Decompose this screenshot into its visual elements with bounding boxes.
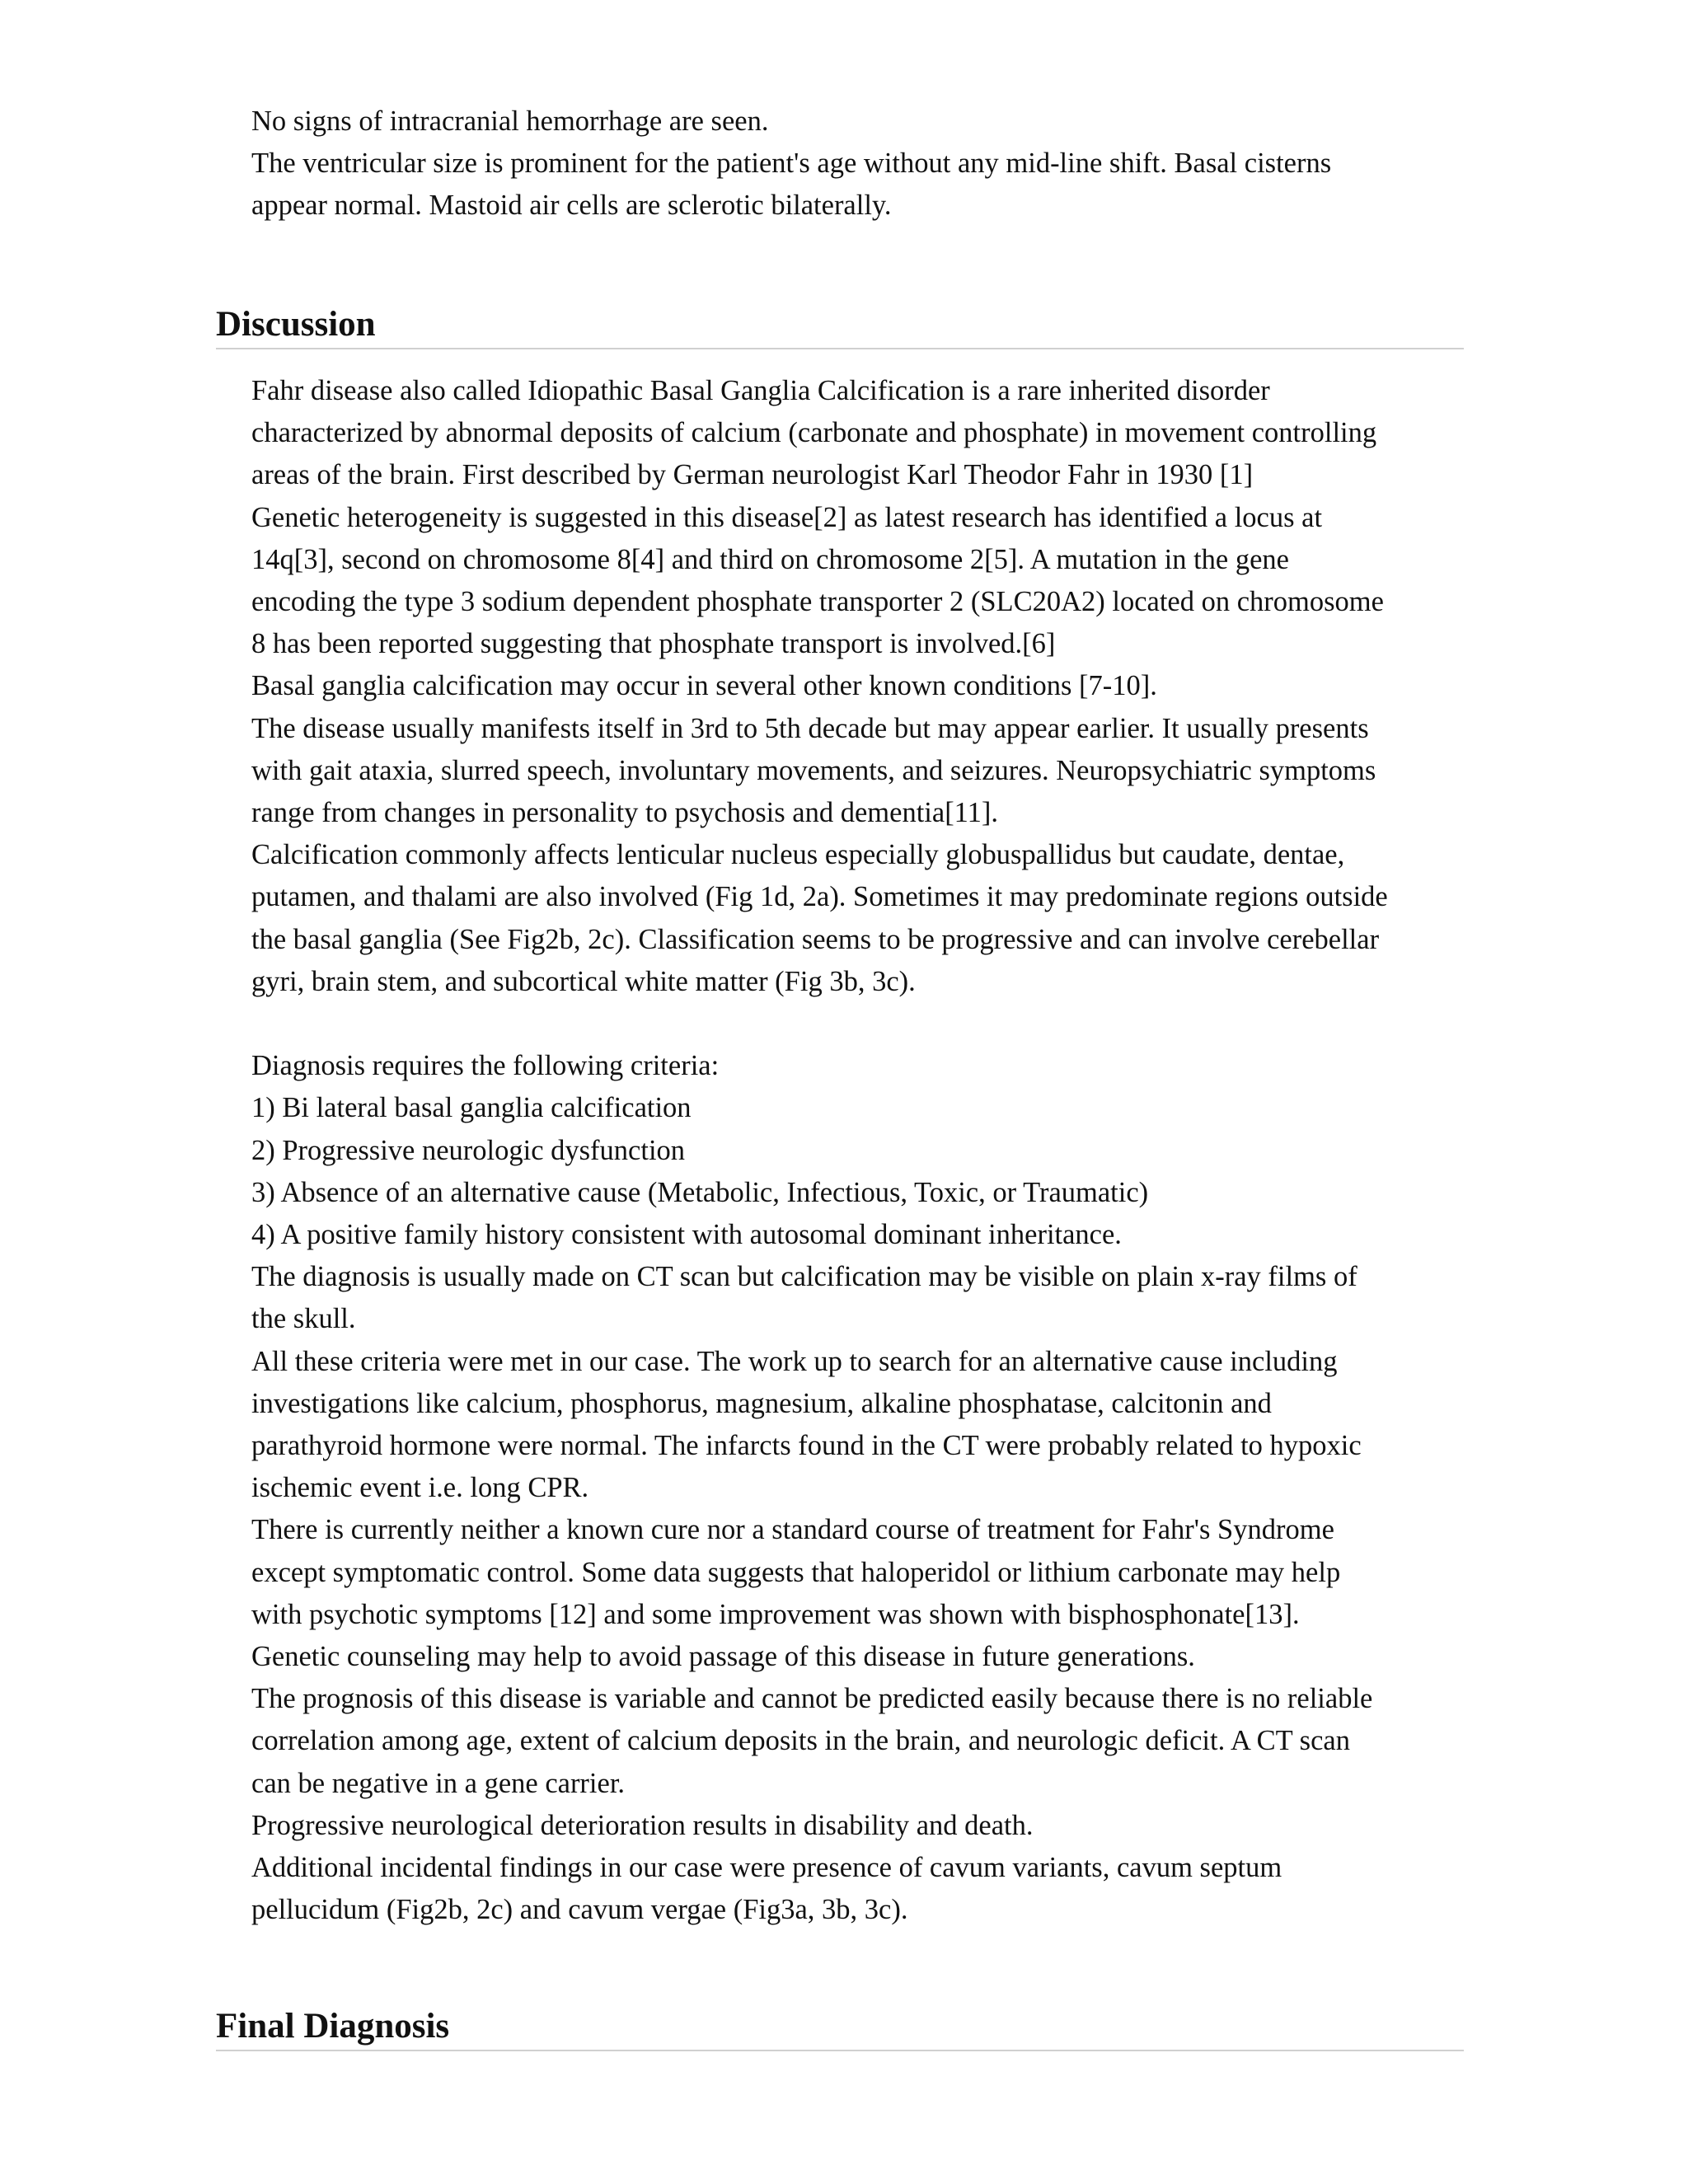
text-line: Genetic heterogeneity is suggested in this disease[2] as latest research has identified a locus at bbox=[251, 501, 1323, 533]
text-line: 14q[3], second on chromosome 8[4] and third on chromosome 2[5]. A mutation in the gene bbox=[251, 543, 1289, 575]
text-line: Progressive neurological deterioration results in disability and death. bbox=[251, 1809, 1034, 1841]
text-line: can be negative in a gene carrier. bbox=[251, 1767, 626, 1799]
findings-paragraph bbox=[251, 101, 1471, 227]
text-line: with gait ataxia, slurred speech, involuntary movements, and seizures. Neuropsychiatric symptoms bbox=[251, 754, 1376, 786]
text-line: parathyroid hormone were normal. The infarcts found in the CT were probably related to hypoxic bbox=[251, 1430, 1362, 1462]
criteria-intro: Diagnosis requires the following criteria: bbox=[251, 1050, 720, 1082]
text-line: The disease usually manifests itself in 3rd to 5th decade but may appear earlier. It usually presents bbox=[251, 712, 1369, 744]
text-line: correlation among age, extent of calcium deposits in the brain, and neurologic deficit. A CT scan bbox=[251, 1725, 1350, 1757]
criteria-item: 1) Bi lateral basal ganglia calcification bbox=[251, 1092, 692, 1124]
text-line: Fahr disease also called Idiopathic Basal Ganglia Calcification is a rare inherited disorder bbox=[251, 375, 1270, 406]
text-line: The prognosis of this disease is variable and cannot be predicted easily because there is no reliable bbox=[251, 1683, 1373, 1715]
section-heading-final-diagnosis: Final Diagnosis bbox=[216, 2004, 1464, 2051]
text-line: The ventricular size is prominent for the patient's age without any mid-line shift. Basal cisterns bbox=[251, 148, 1332, 180]
text-line: Additional incidental findings in our case were presence of cavum variants, cavum septum bbox=[251, 1852, 1282, 1884]
text-line: There is currently neither a known cure nor a standard course of treatment for Fahr's Syndrome bbox=[251, 1514, 1334, 1546]
text-line: Genetic counseling may help to avoid passage of this disease in future generations. bbox=[251, 1641, 1195, 1673]
text-line: The diagnosis is usually made on CT scan but calcification may be visible on plain x-ray films of bbox=[251, 1261, 1357, 1293]
text-line: with psychotic symptoms [12] and some improvement was shown with bisphosphonate[13]. bbox=[251, 1598, 1300, 1630]
text-line: Calcification commonly affects lenticular nucleus especially globuspallidus but caudate, dentae, bbox=[251, 839, 1345, 871]
text-line: encoding the type 3 sodium dependent phosphate transporter 2 (SLC20A2) located on chromosome bbox=[251, 586, 1384, 618]
criteria-item: 2) Progressive neurologic dysfunction bbox=[251, 1134, 686, 1166]
text-line: the skull. bbox=[251, 1303, 356, 1335]
text-line: 8 has been reported suggesting that phosphate transport is involved.[6] bbox=[251, 628, 1056, 660]
text-line: gyri, brain stem, and subcortical white matter (Fig 3b, 3c). bbox=[251, 965, 916, 997]
section-heading-discussion: Discussion bbox=[216, 302, 1464, 349]
text-line: the basal ganglia (See Fig2b, 2c). Classification seems to be progressive and can involve cerebellar bbox=[251, 923, 1380, 955]
text-line: characterized by abnormal deposits of calcium (carbonate and phosphate) in movement controlling bbox=[251, 417, 1377, 449]
text-line: investigations like calcium, phosphorus, magnesium, alkaline phosphatase, calcitonin and bbox=[251, 1387, 1272, 1419]
text-line: No signs of intracranial hemorrhage are seen. bbox=[251, 105, 769, 137]
criteria-item: 3) Absence of an alternative cause (Metabolic, Infectious, Toxic, or Traumatic) bbox=[251, 1176, 1149, 1208]
text-line: ischemic event i.e. long CPR. bbox=[251, 1472, 589, 1504]
criteria-item: 4) A positive family history consistent with autosomal dominant inheritance. bbox=[251, 1219, 1122, 1251]
text-line: appear normal. Mastoid air cells are sclerotic bilaterally. bbox=[251, 190, 892, 222]
text-line: putamen, and thalami are also involved (Fig 1d, 2a). Sometimes it may predominate regions outside bbox=[251, 881, 1388, 913]
text-line: except symptomatic control. Some data suggests that haloperidol or lithium carbonate may help bbox=[251, 1556, 1341, 1588]
paragraph-gap bbox=[251, 1003, 1471, 1045]
discussion-body bbox=[251, 370, 1471, 1932]
text-line: Basal ganglia calcification may occur in several other known conditions [7-10]. bbox=[251, 670, 1157, 702]
text-line: range from changes in personality to psychosis and dementia[11]. bbox=[251, 797, 999, 829]
text-line: pellucidum (Fig2b, 2c) and cavum vergae (Fig3a, 3b, 3c). bbox=[251, 1894, 908, 1926]
text-line: All these criteria were met in our case. The work up to search for an alternative cause including bbox=[251, 1345, 1338, 1377]
text-line: areas of the brain. First described by German neurologist Karl Theodor Fahr in 1930 [1] bbox=[251, 459, 1254, 491]
